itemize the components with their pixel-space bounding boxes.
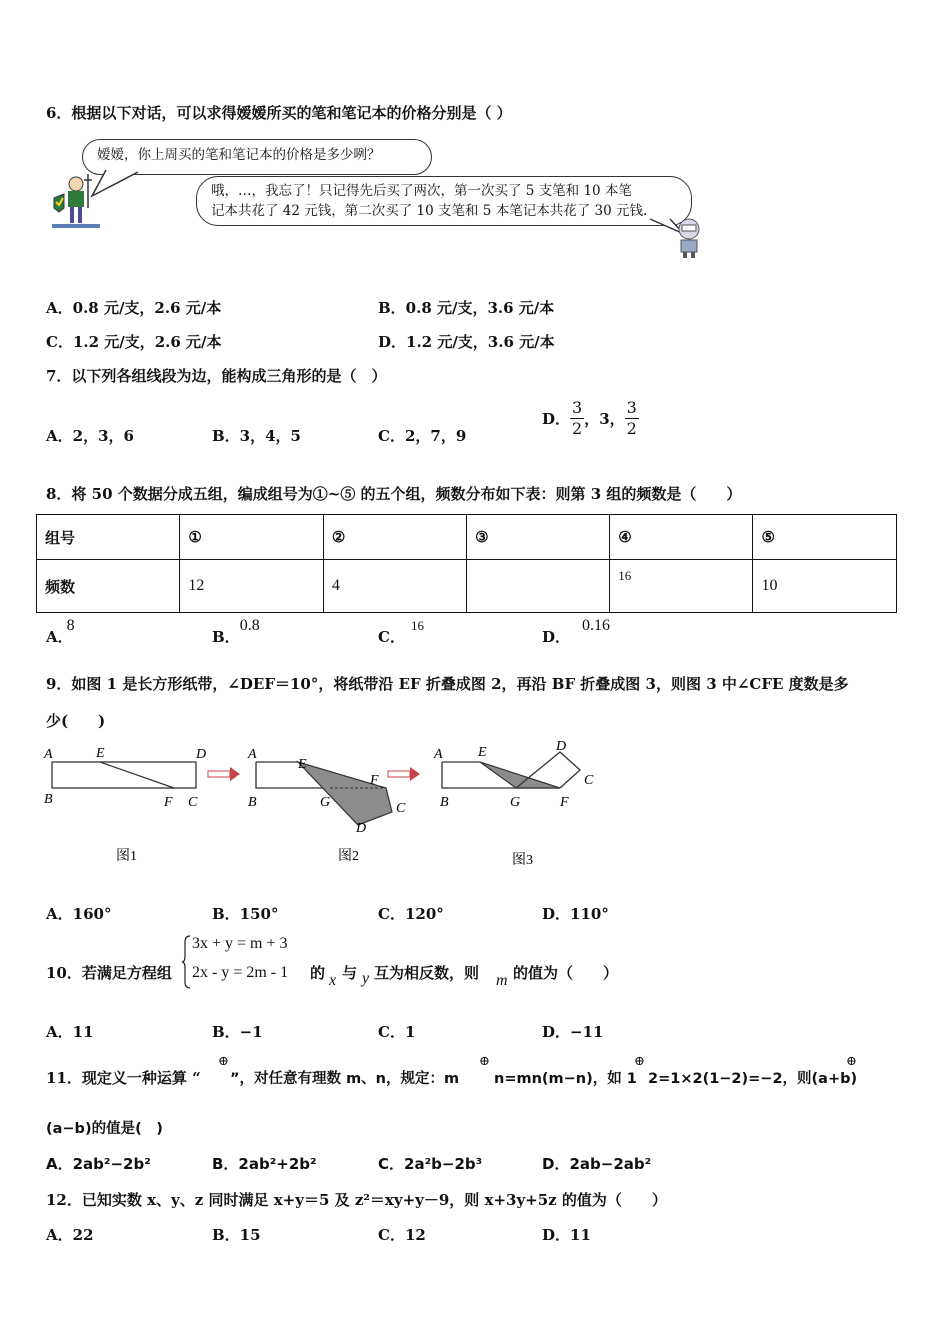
q11-line1-d: 2=1×2(1−2)=−2，则(a+b)	[648, 1071, 858, 1087]
frac-den: 2	[626, 419, 637, 438]
table-cell: ①	[180, 515, 324, 560]
fig2-label-b: B	[248, 795, 257, 810]
table-cell: 10	[753, 560, 897, 613]
q9-stem-line-2: 少( )	[46, 712, 106, 730]
fraction-3-2-first	[570, 398, 584, 439]
option-value: 8	[66, 617, 75, 634]
fig2-label-c: C	[396, 801, 406, 816]
q6-bubble-2-line-1: 哦，…，我忘了！只记得先后买了两次，第一次买了 5 支笔和 10 本笔	[211, 183, 632, 199]
oplus-icon: ⊕	[634, 1054, 645, 1069]
q8-stem: 8．将 50 个数据分成五组，编成组号为①~⑤ 的五个组，频数分布如下表：则第 3 组的频数是（ ）	[46, 485, 742, 503]
q6-option-d[interactable]: D．1.2 元/支，3.6 元/本	[378, 333, 555, 351]
fig3-label-c: C	[584, 773, 594, 788]
q11-line2: (a−b)的值是( )	[46, 1121, 163, 1137]
q11-option-a[interactable]	[46, 1153, 151, 1174]
option-text: D．2ab−2ab²	[542, 1155, 652, 1173]
q7-stem: 7．以下列各组线段为边，能构成三角形的是（ ）	[46, 367, 387, 385]
fig1-label-e: E	[96, 746, 105, 761]
fig2-label-a: A	[248, 747, 257, 762]
q10-equation-1: 3x + y = m + 3	[192, 935, 288, 952]
q6-bubble-2-line-2: 记本共花了 42 元钱，第二次买了 10 支笔和 5 本笔记本共花了 30 元钱.	[211, 203, 648, 219]
left-brace-icon	[182, 934, 192, 990]
q9-option-d[interactable]: D．110°	[542, 905, 609, 923]
figure-3	[433, 740, 594, 868]
fig2-label-e: E	[298, 757, 307, 772]
table-cell: ③	[467, 515, 610, 560]
table-cell: 频数	[37, 560, 180, 613]
fig1-caption: 图1	[116, 849, 137, 864]
table-cell: 16	[610, 560, 753, 613]
q9-option-b[interactable]: B．150°	[212, 905, 279, 923]
option-label: B．	[212, 628, 240, 646]
q7-option-a[interactable]: A．2，3，6	[46, 427, 134, 445]
q7-option-c[interactable]: C．2，7，9	[378, 427, 467, 445]
q8-option-d[interactable]	[542, 614, 611, 646]
q11-line1-c: n=mn(m−n)，如 1	[494, 1071, 637, 1087]
table-row-frequency	[37, 560, 897, 613]
q7-option-d-label: D．	[542, 410, 571, 428]
q10-equation-2: 2x - y = 2m - 1	[192, 964, 289, 981]
fig2-label-g: G	[320, 795, 331, 810]
fig1-label-b: B	[44, 792, 53, 807]
oplus-icon: ⊕	[218, 1054, 229, 1069]
fig3-label-f: F	[560, 795, 569, 810]
q10-suffix: 的值为（ ）	[513, 964, 619, 982]
option-value: 16	[410, 618, 424, 633]
fig1-label-c: C	[188, 795, 198, 810]
q12-option-a[interactable]: A．22	[46, 1226, 94, 1244]
q8-option-c[interactable]	[378, 614, 424, 646]
q8-option-a[interactable]	[46, 614, 81, 646]
q10-var-x: x	[329, 972, 337, 989]
q6-speech-bubble-2	[196, 176, 692, 226]
q10-var-y: y	[362, 970, 370, 987]
fig3-label-a: A	[434, 747, 443, 762]
q10-prefix: 10．若满足方程组	[46, 964, 172, 982]
q6-bubble-1-text: 嫒嫒，你上周买的笔和笔记本的价格是多少咧？	[97, 147, 381, 163]
q7-option-d-sep: ，3，	[584, 410, 625, 428]
q9-folding-figures	[40, 740, 610, 875]
table-cell	[467, 560, 610, 613]
q6-stem: 6．根据以下对话，可以求得嫒嫒所买的笔和笔记本的价格分别是（ ）	[46, 104, 512, 122]
q9-stem-line-1: 9．如图 1 是长方形纸带，∠DEF＝10°，将纸带沿 EF 折叠成图 2，再沿 BF 折叠成图 3，则图 3 中∠CFE 度数是多	[46, 675, 849, 693]
table-cell: ⑤	[753, 515, 897, 560]
option-value: 0.8	[239, 617, 260, 634]
q11-option-d[interactable]	[542, 1153, 651, 1174]
table-cell: ②	[323, 515, 466, 560]
q7-option-d[interactable]	[542, 398, 639, 439]
option-label: A．	[46, 628, 73, 646]
fig2-label-d: D	[356, 821, 367, 836]
q10-mid-2: 与	[342, 964, 358, 982]
q7-option-b[interactable]: B．3，4，5	[212, 427, 301, 445]
girl-character-icon	[52, 172, 102, 230]
table-row-group	[37, 515, 897, 560]
fig1-label-d: D	[196, 747, 207, 762]
q6-option-a[interactable]: A．0.8 元/支，2.6 元/本	[46, 299, 222, 317]
q11-option-c[interactable]	[378, 1153, 482, 1174]
table-cell: ④	[610, 515, 753, 560]
figure-2	[247, 747, 406, 864]
boy-character-icon	[672, 216, 706, 258]
fig1-label-f: F	[164, 795, 173, 810]
arrow-icon	[208, 767, 240, 781]
figure-1	[43, 746, 206, 864]
option-text: B．2ab²+2b²	[212, 1155, 317, 1173]
q10-option-d[interactable]: D．−11	[542, 1023, 604, 1041]
fig2-label-f: F	[370, 773, 379, 788]
arrow-icon	[388, 767, 420, 781]
q8-option-b[interactable]	[212, 614, 260, 646]
q10-option-c[interactable]: C．1	[378, 1023, 416, 1041]
fraction-3-2-second	[625, 398, 639, 439]
fig2-caption: 图2	[338, 849, 359, 864]
fig1-label-a: A	[44, 747, 53, 762]
fig3-label-b: B	[440, 795, 449, 810]
fig3-label-d: D	[556, 740, 567, 754]
option-text: A．2ab²−2b²	[46, 1155, 151, 1173]
q10-mid-3: 互为相反数，则	[374, 964, 480, 982]
frequency-table	[36, 514, 897, 613]
option-value: 0.16	[582, 617, 611, 634]
table-cell: 12	[180, 560, 324, 613]
q9-option-a[interactable]: A．160°	[46, 905, 112, 923]
q10-var-m: m	[496, 972, 508, 989]
q12-option-b[interactable]: B．15	[212, 1226, 261, 1244]
frac-den: 2	[572, 419, 583, 438]
option-text: C．2a²b−2b³	[378, 1155, 483, 1173]
frac-num: 3	[626, 398, 637, 417]
q10-option-a[interactable]: A．11	[46, 1023, 94, 1041]
fig3-caption: 图3	[512, 853, 533, 868]
frac-num: 3	[572, 398, 583, 417]
q6-option-c[interactable]: C．1.2 元/支，2.6 元/本	[46, 333, 222, 351]
q12-stem: 12．已知实数 x、y、z 同时满足 x+y＝5 及 z²＝xy+y－9，则 x+3y+5z 的值为（ ）	[46, 1191, 667, 1209]
q9-option-c[interactable]: C．120°	[378, 905, 444, 923]
q11-line1-a: 11．现定义一种运算 “	[46, 1069, 201, 1087]
q10-option-b[interactable]: B．−1	[212, 1023, 263, 1041]
q12-option-c[interactable]: C．12	[378, 1226, 426, 1244]
table-cell: 组号	[37, 515, 180, 560]
q11-option-b[interactable]	[212, 1153, 317, 1174]
q6-option-b[interactable]: B．0.8 元/支，3.6 元/本	[378, 299, 555, 317]
fig3-label-g: G	[510, 795, 521, 810]
fig3-label-e: E	[478, 745, 487, 760]
table-cell: 4	[323, 560, 466, 613]
option-label: D．	[542, 628, 571, 646]
q10-mid-1: 的	[310, 964, 326, 982]
option-label: C．	[378, 628, 405, 646]
oplus-icon: ⊕	[479, 1054, 490, 1069]
oplus-icon: ⊕	[846, 1054, 857, 1069]
q11-line1-b: ”，对任意有理数 m、n，规定：m	[230, 1071, 460, 1087]
q12-option-d[interactable]: D．11	[542, 1226, 591, 1244]
